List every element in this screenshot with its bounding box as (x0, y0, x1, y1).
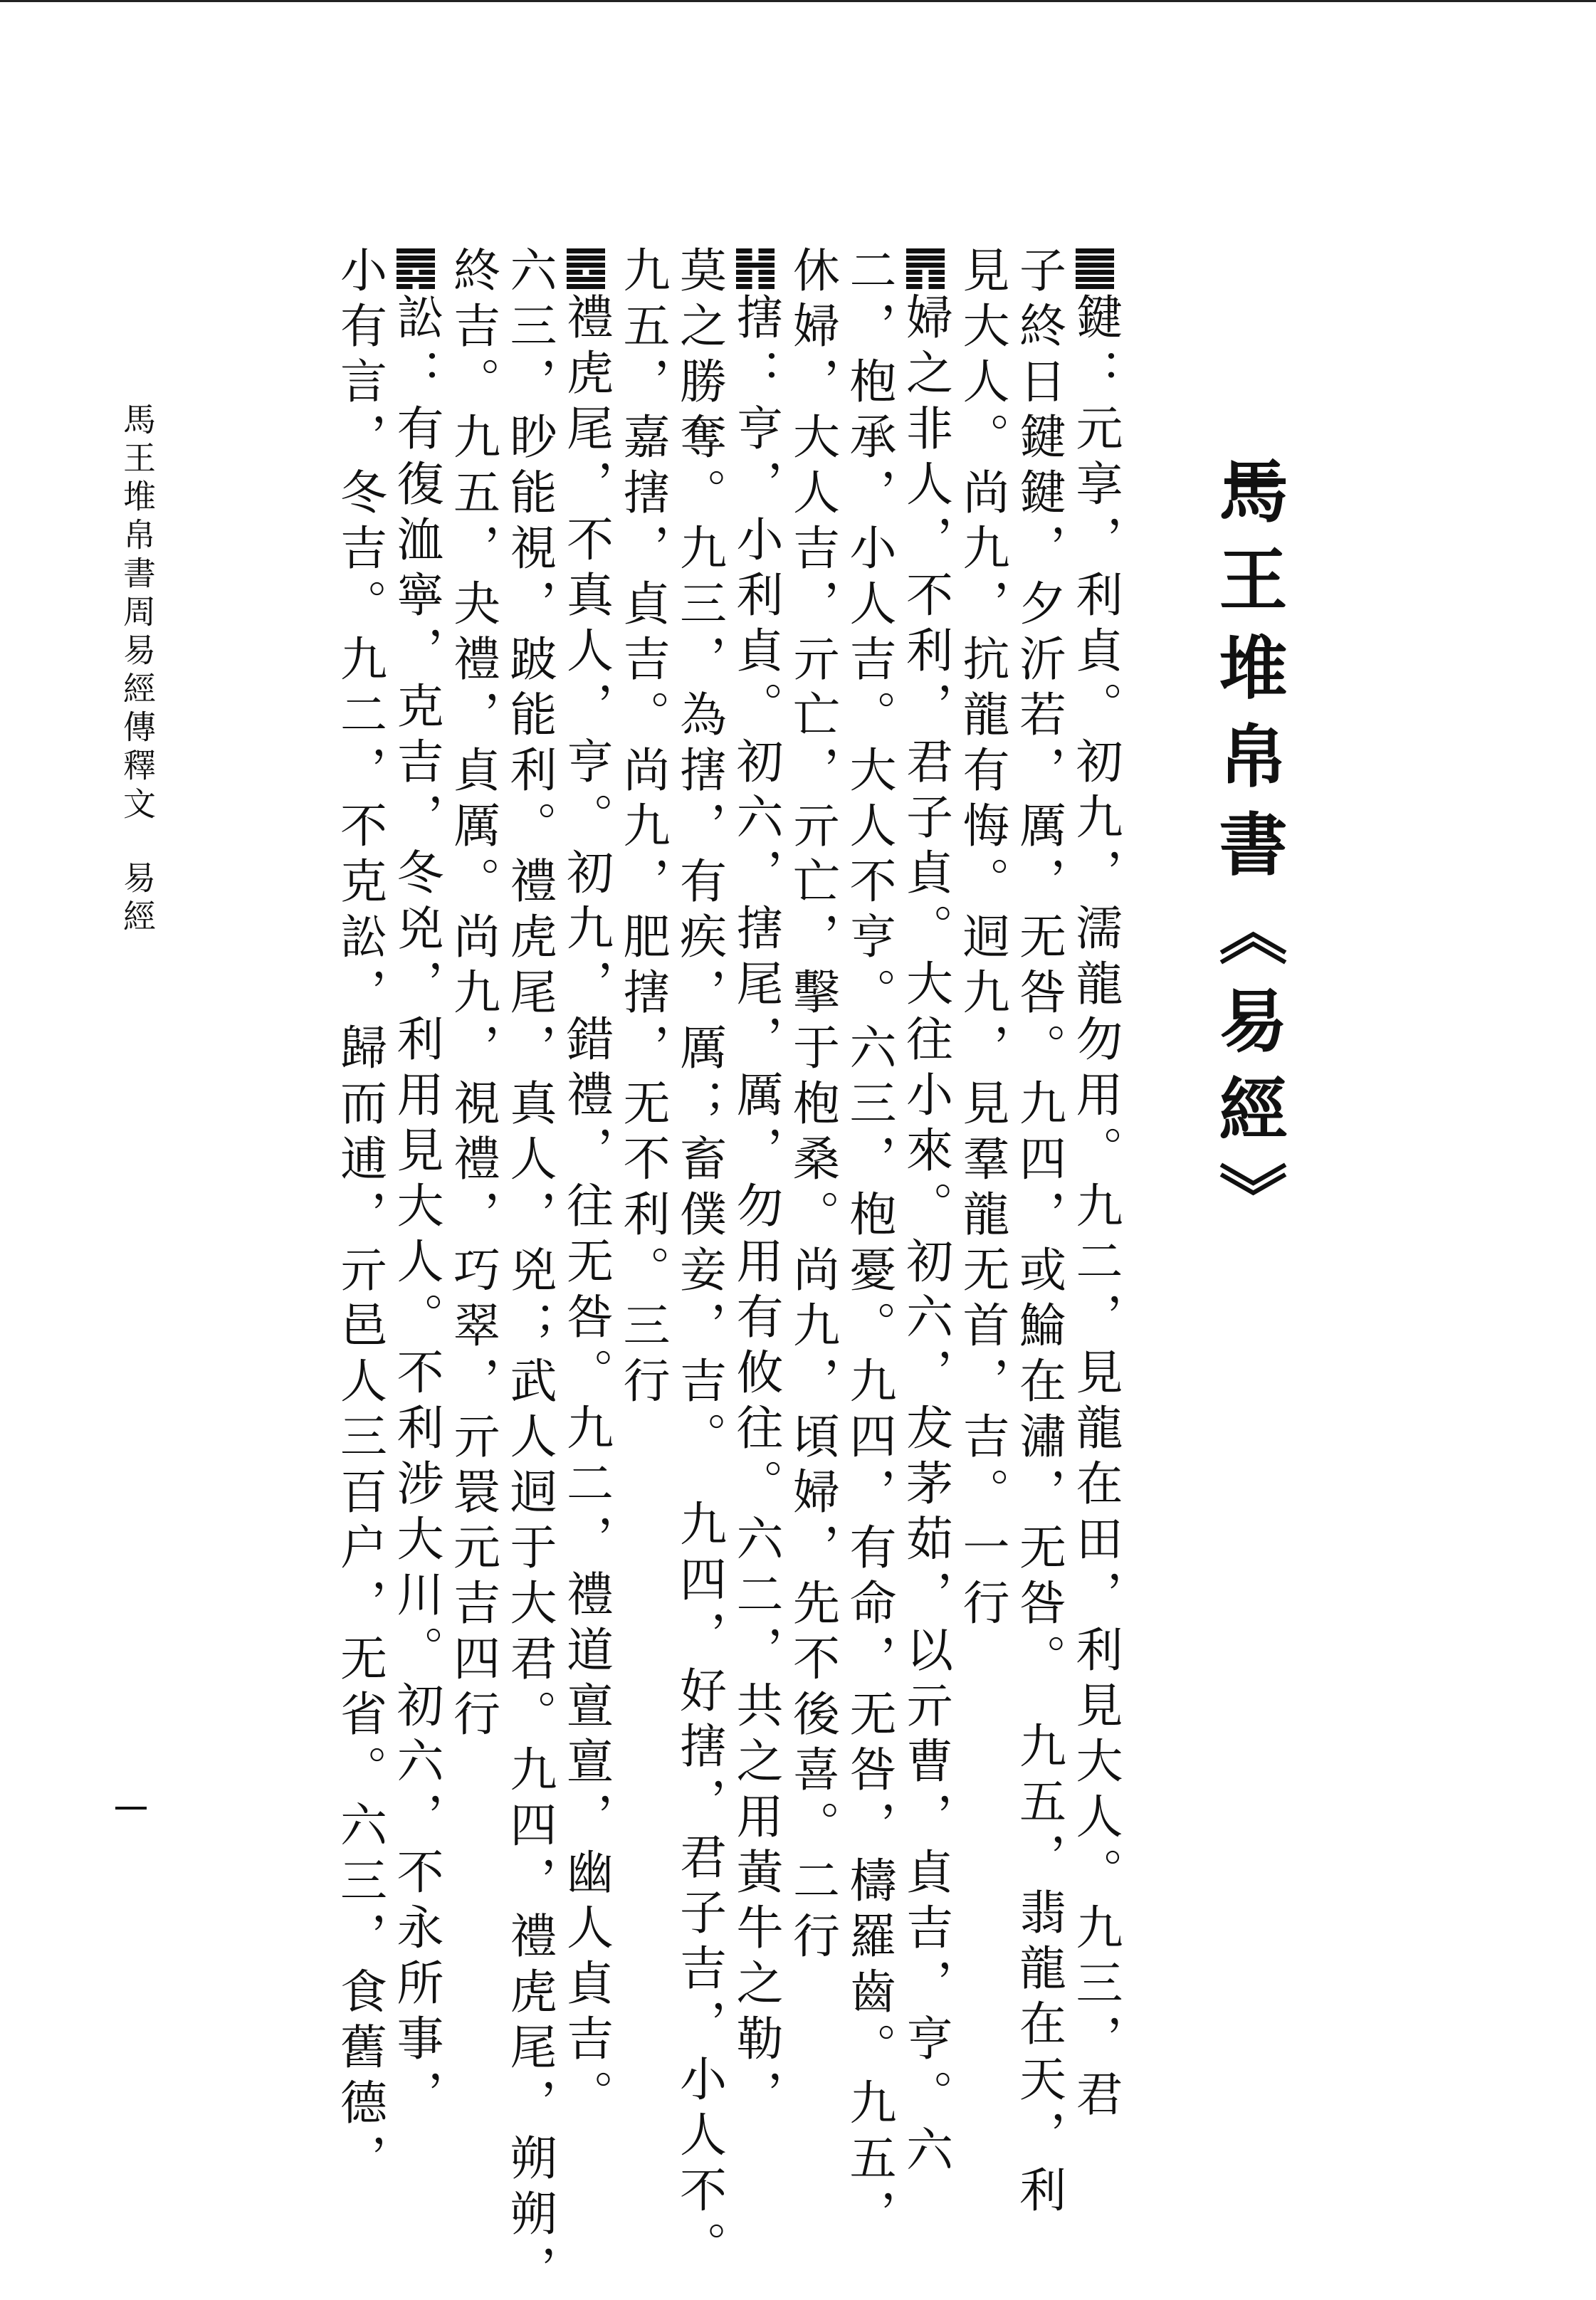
page-title: 馬王堆帛書《易經》 (1208, 456, 1288, 1250)
top-border-rule (0, 0, 1596, 2)
text-line: 禮虎尾，不真人，亨。初九，錯禮，往无咎。九二，禮道亶亶，幽人貞吉。 (558, 293, 614, 2125)
text-line: 莫之勝奪。九三，為搳，有疾，厲；畜僕妾，吉。 九四，好搳，君子吉，小人不。 (671, 246, 727, 2277)
running-head-book: 馬王堆帛書周易經傳釋文 (118, 402, 157, 825)
text-line: 小有言，冬吉。九二，不克訟，歸而逋，亓邑人三百户，无省。六三，食舊德， (332, 246, 387, 2189)
text-line: 訟：有復洫寧，克吉，冬兇，利用見大人。不利涉大川。初六，不永所事， (389, 293, 443, 2125)
text-column (784, 246, 840, 1967)
text-line: 九五，嘉搳，貞吉。尚九，肥搳，无不利。三行 (615, 246, 670, 1412)
text-column (389, 246, 443, 2125)
text-column (615, 246, 670, 1412)
text-line: 搳：亨，小利貞。初六，搳尾，厲，勿用有攸往。六二，共之用黃牛之勒， (728, 293, 783, 2125)
text-line: 終吉。九五，夬禮，貞厲。尚九，視禮，巧翠，亓睘元吉四行 (445, 246, 500, 1745)
text-column (671, 246, 727, 2277)
text-line: 子終日鍵鍵，夕沂若，厲，无咎。九四，或鯩在潚，无咎。 九五，翡龍在天，利 (1011, 246, 1066, 2221)
text-column (558, 246, 614, 2125)
text-line: 鍵：元享，利貞。初九，濡龍勿用。九二，見龍在田，利見大人。九三，君 (1068, 293, 1123, 2125)
text-line: 見大人。尚九，抗龍有悔。迵九，見羣龍无首，吉。一行 (955, 246, 1009, 1634)
hexagram-glyph-icon (562, 246, 609, 293)
text-column (502, 246, 557, 2300)
text-column (728, 246, 783, 2125)
text-column (332, 246, 387, 2189)
text-column (898, 246, 953, 2180)
text-column (445, 246, 500, 1745)
text-column (955, 246, 1009, 1634)
text-line: 六三，眇能視，跛能利。禮虎尾，真人，兇；武人迵于大君。九四，禮虎尾，朔朔， (502, 246, 557, 2300)
text-column (1068, 246, 1123, 2125)
running-head (118, 402, 157, 938)
text-line: 婦之非人，不利，君子貞。大往小來。初六，犮茅茹，以亓曹，貞吉，亨。六 (898, 293, 953, 2180)
hexagram-glyph-icon (1071, 246, 1118, 293)
hexagram-glyph-icon (392, 246, 439, 293)
text-line: 休婦，大人吉，亓亡，亓亡，擊于枹桑。尚九，頃婦，先不後喜。二行 (784, 246, 840, 1967)
text-line: 二，枹承，小人吉。大人不亨。六三，枹憂。九四，有命，无咎，檮羅齒。九五， (841, 246, 896, 2244)
page-number (115, 1807, 147, 1810)
hexagram-glyph-icon (732, 246, 779, 293)
text-column (841, 246, 896, 2244)
text-column (1011, 246, 1066, 2221)
running-head-section: 易經 (118, 861, 157, 938)
hexagram-glyph-icon (902, 246, 949, 293)
